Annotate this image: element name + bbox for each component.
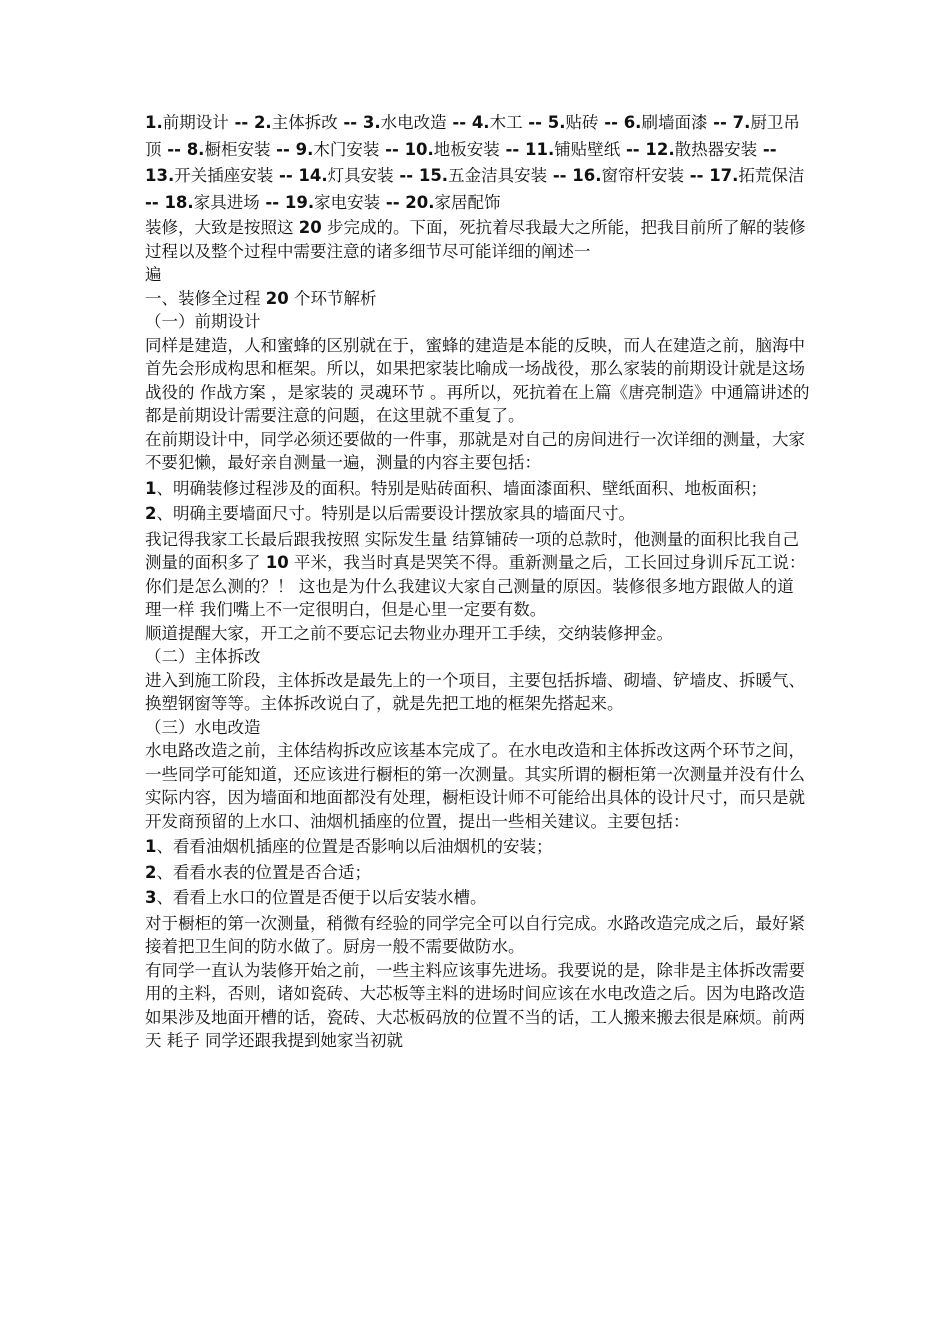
paragraph-remind: 顺道提醒大家，开工之前不要忘记去物业办理开工手续，交纳装修押金。 <box>145 623 673 643</box>
paragraph-water-electric: 水电路改造之前，主体结构拆改应该基本完成了。在水电改造和主体拆改这两个环节之间，一些同学可能知道，还应该进行橱柜的第一次测量。其实所谓的橱柜第一次测量并没有什么实际内容，因为墙面和地面都没有处理，橱柜设计师不可能给出具体的设计尺寸，而只是就开发商预留的上水口、油烟机插座的位置，提出一些相关建议。主要包括： <box>145 741 805 831</box>
step-number: 8. <box>186 139 205 159</box>
step-number: 12. <box>645 139 675 159</box>
paragraph-design-2: 在前期设计中，同学必须还要做的一件事，那就是对自己的房间进行一次详细的测量，大家不要犯懒，最好亲自测量一遍，测量的内容主要包括： <box>145 429 805 472</box>
step-label: 五金洁具安装 <box>448 166 548 185</box>
step-number: 1. <box>145 113 163 132</box>
check-item-number: 1 <box>145 837 157 856</box>
intro-text-a: 装修，大致是按照这 <box>145 218 299 237</box>
paragraph-design-1: 同样是建造，人和蜜蜂的区别就在于，蜜蜂的建造是本能的反映，而人在建造之前，脑海中首先会形成构思和框架。所以，如果把家装比喻成一场战役，那么家装的前期设计就是这场战役的 作战方案 ，是家装的 灵魂环节 。再所以，死抗着在上篇《唐亮制造》中通篇讲述的都是前期设计需要注意的问题，在这里就不重复了。 <box>145 335 810 425</box>
step-item <box>419 166 547 185</box>
step-item <box>298 166 393 185</box>
step-separator: -- <box>446 113 472 132</box>
step-separator: -- <box>620 139 646 159</box>
step-number: 6. <box>623 113 642 132</box>
step-item <box>296 140 380 159</box>
step-label: 家电安装 <box>314 192 381 212</box>
step-separator: -- <box>707 113 733 132</box>
step-number: 19. <box>284 192 315 212</box>
paragraph-story <box>145 528 810 622</box>
measure-item-1 <box>145 477 810 501</box>
step-item <box>405 193 500 212</box>
step-item <box>145 166 273 185</box>
step-item <box>187 140 271 159</box>
step-separator: -- <box>270 139 296 159</box>
step-number: 15. <box>418 166 449 185</box>
step-separator: -- <box>337 113 363 132</box>
step-label: 散热器安装 <box>674 139 758 159</box>
step-label: 木门安装 <box>313 139 380 159</box>
step-label: 厨卫吊顶 <box>145 113 800 159</box>
subheading-demolition: （二）主体拆改 <box>145 647 261 666</box>
measure-item-text: 、明确装修过程涉及的面积。特别是贴砖面积、墙面漆面积、壁纸面积、地板面积； <box>156 478 767 498</box>
renovation-steps-list <box>145 110 810 216</box>
step-label: 拓荒保洁 <box>738 166 805 185</box>
step-separator: -- <box>228 113 254 132</box>
step-item <box>145 113 229 132</box>
step-item <box>254 113 338 132</box>
step-label: 灯具安装 <box>327 166 394 185</box>
step-item <box>624 113 708 132</box>
subheading-water-electric: （三）水电改造 <box>145 717 261 737</box>
step-number: 7. <box>732 113 751 132</box>
step-separator: -- <box>499 139 525 159</box>
intro-number: 20 <box>298 218 322 237</box>
step-item <box>709 166 804 185</box>
step-number: 2. <box>253 113 272 132</box>
section-heading-1 <box>145 287 810 311</box>
step-separator: -- <box>273 166 299 185</box>
step-label: 前期设计 <box>162 113 229 132</box>
step-number: 4. <box>471 113 490 132</box>
check-item-number: 2 <box>145 862 157 882</box>
step-separator: -- <box>380 192 406 212</box>
section-heading-text-b: 个环节解析 <box>288 288 377 308</box>
step-label: 贴砖 <box>565 113 599 132</box>
section-heading-text-a: 一、装修全过程 <box>145 288 266 308</box>
check-item-2 <box>145 861 810 885</box>
intro-text-c: 遍 <box>145 265 162 284</box>
step-item <box>164 193 259 212</box>
step-separator: -- <box>547 166 573 185</box>
subheading-design: （一）前期设计 <box>145 312 261 331</box>
step-item <box>472 113 523 132</box>
step-number: 20. <box>405 192 435 212</box>
step-number: 18. <box>164 192 194 212</box>
paragraph-demolition: 进入到施工阶段，主体拆改是最先上的一个项目，主要包括拆墙、砌墙、铲墙皮、拆暖气、换塑钢窗等等。主体拆改说白了，就是先把工地的框架先搭起来。 <box>145 670 805 713</box>
intro-paragraph <box>145 216 810 287</box>
check-item-3 <box>145 886 810 910</box>
step-number: 5. <box>547 113 566 132</box>
check-item-text: 、看看油烟机插座的位置是否影响以后油烟机的安装； <box>156 837 553 856</box>
story-text-a: 我记得我家工长最后跟我按照 实际发生量 结算铺砖一项的总款时，他测量的面积比我自己测量的面积多了 <box>145 529 799 572</box>
paragraph-first-measure: 对于橱柜的第一次测量，稍微有经验的同学完全可以自行完成。水路改造完成之后，最好紧接着把卫生间的防水做了。厨房一般不需要做防水。 <box>145 913 805 956</box>
step-separator: -- <box>379 139 405 159</box>
step-label: 主体拆改 <box>271 113 338 132</box>
step-separator: -- <box>393 166 419 185</box>
intro-text-b: 步完成的。下面，死抗着尽我最大之所能，把我目前所了解的装修过程以及整个过程中需要注意的诸多细节尽可能详细的阐述一 <box>145 218 806 261</box>
measure-item-2 <box>145 502 810 526</box>
step-separator: -- <box>259 192 285 212</box>
document-body <box>145 110 810 1053</box>
paragraph-materials: 有同学一直认为装修开始之前，一些主料应该事先进场。我要说的是，除非是主体拆改需要用的主料，否则，诸如瓷砖、大芯板等主料的进场时间应该在水电改造之后。因为电路改造如果涉及地面开槽的话，瓷砖、大芯板码放的位置不当的话，工人搬来搬去很是麻烦。前两天 耗子 同学还跟我提到她家当初就 <box>145 960 805 1050</box>
check-item-text: 、看看上水口的位置是否便于以后安装水槽。 <box>156 888 487 907</box>
step-label: 水电改造 <box>380 113 447 132</box>
step-label: 铺贴壁纸 <box>554 139 621 159</box>
step-separator: -- <box>145 192 165 212</box>
step-number: 14. <box>298 166 328 185</box>
measure-item-number: 1 <box>145 478 157 498</box>
step-number: 3. <box>362 113 381 132</box>
step-number: 10. <box>404 139 434 159</box>
step-item <box>363 113 447 132</box>
story-text-b: 平米，我当时真是哭笑不得。重新测量之后，工长回过身训斥瓦工说： 你们是怎么测的？！ 这也是为什么我建议大家自己测量的原因。装修很多地方跟做人的道理一样 我们嘴上不一定很明白，但是心里一定要有数。 <box>145 553 806 619</box>
step-separator: -- <box>757 139 777 159</box>
step-item <box>525 140 620 159</box>
step-label: 窗帘杆安装 <box>601 166 684 185</box>
step-label: 家具进场 <box>193 192 260 212</box>
measure-item-number: 2 <box>145 504 157 523</box>
step-label: 木工 <box>489 113 523 132</box>
step-label: 开关插座安装 <box>174 166 274 185</box>
step-separator: -- <box>598 113 624 132</box>
step-item <box>572 166 684 185</box>
step-item <box>548 113 599 132</box>
step-label: 地板安装 <box>433 139 500 159</box>
step-label: 橱柜安装 <box>204 139 271 159</box>
step-number: 13. <box>145 166 175 185</box>
step-number: 11. <box>524 139 555 159</box>
step-item <box>405 140 500 159</box>
step-separator: -- <box>161 139 187 159</box>
step-separator: -- <box>522 113 548 132</box>
check-item-1 <box>145 835 810 859</box>
check-item-text: 、看看水表的位置是否合适； <box>156 862 371 882</box>
step-number: 17. <box>709 166 739 185</box>
check-item-number: 3 <box>145 888 157 907</box>
step-label: 刷墙面漆 <box>641 113 708 132</box>
story-number: 10 <box>265 553 289 572</box>
step-number: 9. <box>295 139 314 159</box>
step-item <box>645 140 757 159</box>
step-item <box>285 193 380 212</box>
step-separator: -- <box>684 166 710 185</box>
measure-item-text: 、明确主要墙面尺寸。特别是以后需要设计摆放家具的墙面尺寸。 <box>156 504 635 523</box>
step-label: 家居配饰 <box>434 192 501 212</box>
section-heading-number: 20 <box>265 288 289 308</box>
step-number: 16. <box>572 166 602 185</box>
